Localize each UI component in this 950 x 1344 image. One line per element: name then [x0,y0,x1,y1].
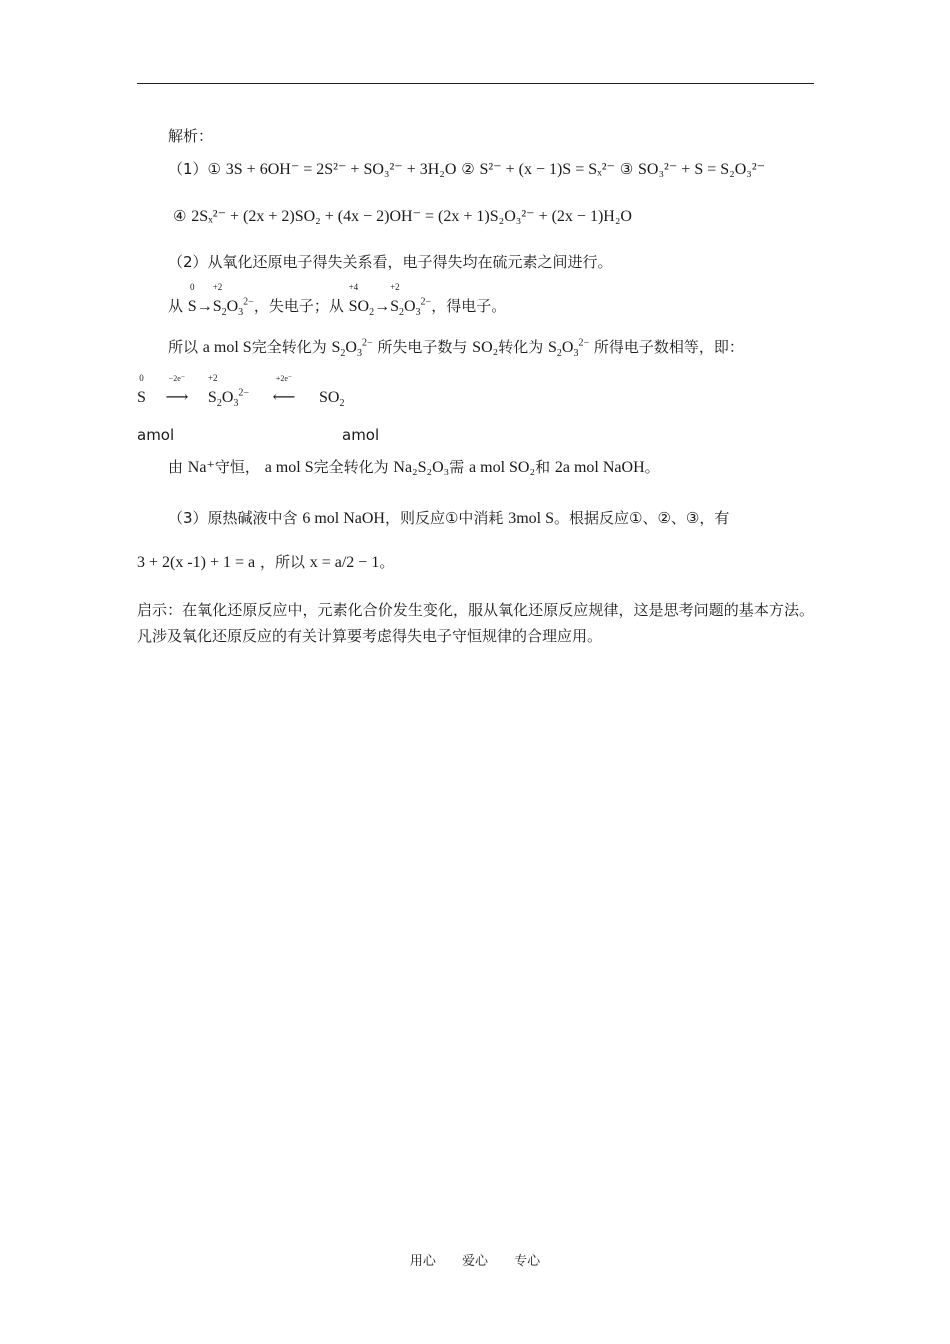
text: 所以 [168,338,199,356]
text: 。根据反应①、②、③，有 [554,509,730,527]
formula: Na₂S₂O₃ [393,459,450,476]
formula: a mol S [264,459,314,476]
text: 由 [168,458,184,476]
part2-conversion-line [168,336,744,359]
text: 。 [379,553,395,571]
text: 所失电子数与 [377,338,468,356]
part1-row1 [168,158,765,181]
text: ，失电子；从 [253,297,344,315]
text: ，所以 [259,553,305,571]
part2-conservation-line [168,456,660,479]
circled-number: ③ [619,160,634,178]
formula: 3mol S [508,510,555,527]
thiosulfate-formula: $S_2O_3^{2-}$ [331,337,373,360]
part3-line1 [168,507,729,530]
equation: 3 + 2(x -1) + 1 = a [137,554,256,571]
equation: x = a/2 − 1 [309,554,380,571]
equation-1: 3S + 6OH⁻ = 2S²⁻ + SO₃²⁻ + 3H₂O [225,161,457,178]
equation-3: SO₃²⁻ + S = S₂O₃²⁻ [638,161,766,178]
amol-left: amol [137,426,175,444]
text: （3）原热碱液中含 [168,509,298,527]
part3-line2 [137,551,394,574]
arrow-left: +2e⁻ ⟵ [272,374,296,406]
text: 完全转化为 [251,338,327,356]
text: 守恒， [214,458,260,476]
part2-intro: （2）从氧化还原电子得失关系看，电子得失均在硫元素之间进行。 [168,253,613,271]
formula: 6 mol NaOH [302,510,385,527]
formula: SO₂ [472,339,499,356]
header-rule [137,83,814,84]
text: 。 [644,458,660,476]
text: 需 [449,458,465,476]
text: ，得电子。 [431,297,507,315]
text: 所得电子数相等，即： [593,338,744,356]
formula: a mol SO₂ [469,459,536,476]
so2-to-thiosulfate: +4 $SO_2\to$ +2 $S_2O_3^{2-}$ [348,282,432,319]
formula: a mol S [202,339,252,356]
equation-4: 2Sₓ²⁻ + (2x + 2)SO₂ + (4x − 2)OH⁻ = (2x + 1)S₂O₃²⁻ + (2x − 1)H₂O [191,208,632,225]
insight-paragraph: 启示：在氧化还原反应中，元素化合价发生变化，服从氧化还原反应规律，这是思考问题的基本方法。凡涉及氧化还原反应的有关计算要考虑得失电子守恒规律的合理应用。 [137,601,814,645]
formula: Na⁺ [187,459,215,476]
thiosulfate-formula: $S_2O_3^{2-}$ [548,337,590,360]
text: 从 [168,297,184,315]
part1-row2 [173,205,632,228]
circled-number: ① [207,160,221,178]
circled-number: ④ [173,207,187,225]
equation-2: S²⁻ + (x − 1)S = Sₓ²⁻ [479,161,615,178]
electron-transfer-diagram: 0 S −2e⁻ ⟶ +2 $S_2O_3^{2-}$ +2e⁻ ⟵ $SO_2$ [137,373,345,410]
text: 转化为 [498,338,544,356]
text: ，则反应①中消耗 [384,509,504,527]
circled-number: ② [461,160,475,178]
text: 和 [535,458,551,476]
arrow-right: −2e⁻ ⟶ [165,374,189,406]
part1-label: （1） [168,160,208,178]
page-footer: 用心 爱心 专心 [409,1254,541,1269]
part2-electron-line [168,282,507,319]
s-to-thiosulfate-1: 0 S→ +2 $S_2O_3^{2-}$ [187,282,254,319]
text: 完全转化为 [313,458,389,476]
amol-right: amol [342,426,380,444]
analysis-heading: 解析： [168,127,214,145]
formula: 2a mol NaOH [554,459,645,476]
